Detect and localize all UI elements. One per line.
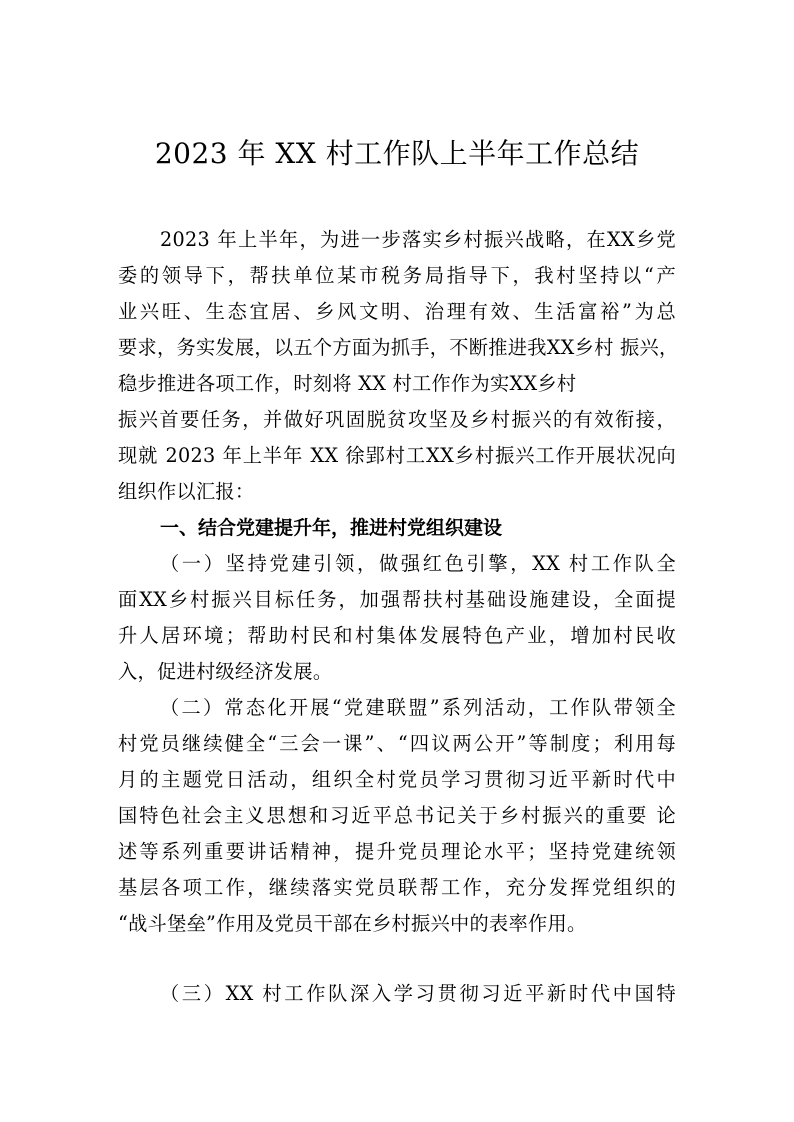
para2-line: 村党员继续健全“三会一课”、“四议两公开”等制度；利用每	[118, 732, 676, 755]
para1-line: 升人居环境；帮助村民和村集体发展特色产业，增加村民收	[118, 624, 676, 647]
intro-line: 委的领导下，帮扶单位某市税务局指导下，我村坚持以“产	[118, 264, 676, 287]
para2-line: 月的主题党日活动，组织全村党员学习贯彻习近平新时代中	[118, 768, 676, 791]
para1-line: 入，促进村级经济发展。	[118, 660, 333, 683]
para2-line: 基层各项工作，继续落实党员联帮工作，充分发挥党组织的	[118, 876, 676, 899]
para2-line: 国特色社会主义思想和习近平总书记关于乡村振兴的重要 论	[118, 804, 676, 827]
para2-line: “战斗堡垒”作用及党员干部在乡村振兴中的表率作用。	[118, 912, 587, 935]
para1-line: 面XX乡村振兴目标任务，加强帮扶村基础设施建设，全面提	[118, 588, 676, 611]
para1-line: （一）坚持党建引领，做强红色引擎，XX 村工作队全	[160, 552, 676, 575]
para3-line: （三）XX 村工作队深入学习贯彻习近平新时代中国特	[160, 982, 676, 1005]
para2-line: （二）常态化开展“党建联盟”系列活动，工作队带领全	[160, 696, 676, 719]
section-heading: 一、结合党建提升年，推进村党组织建设	[160, 517, 503, 539]
intro-line: 业兴旺、生态宜居、乡风文明、治理有效、生活富裕”为总	[118, 300, 676, 323]
intro-line: 组织作以汇报：	[118, 480, 255, 503]
para2-line: 述等系列重要讲话精神，提升党员理论水平；坚持党建统领	[118, 840, 676, 863]
intro-line: 2023 年上半年，为进一步落实乡村振兴战略，在XX乡党	[160, 228, 676, 251]
intro-line: 现就 2023 年上半年 XX 徐郢村工XX乡村振兴工作开展状况向	[118, 444, 676, 467]
intro-line: 要求，务实发展，以五个方面为抓手，不断推进我XX乡村 振兴，	[118, 336, 679, 359]
intro-line: 振兴首要任务，并做好巩固脱贫攻坚及乡村振兴的有效衔接，	[118, 408, 676, 431]
document-title: 2023 年 XX 村工作队上半年工作总结	[154, 137, 640, 170]
intro-line: 稳步推进各项工作，时刻将 XX 村工作作为实XX乡村	[118, 372, 577, 395]
